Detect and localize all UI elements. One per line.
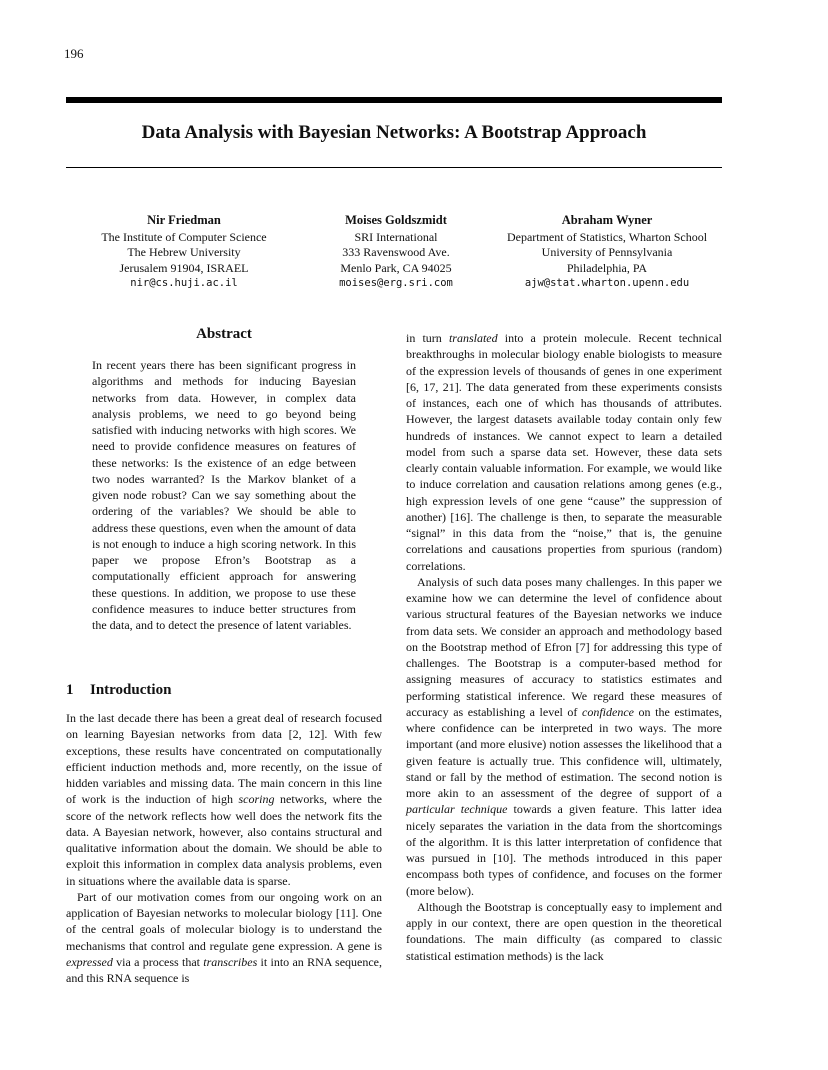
section-number: 1 (66, 682, 74, 698)
author-affiliation: The Institute of Computer Science (101, 229, 267, 244)
text-run: into a protein molecule. Recent technical breakthroughs in molecular biology enable biologists to measure of the expression levels of thousands of genes in one experiment [6, 17, 21]. The data generated from these experiments consists of instances, each one of which has thousands of attributes. However, the largest datasets available today contain only few hundreds of instances. We cannot expect to learn a detailed model from such a sparse data set. However, these data sets clearly contain valuable information. For example, we would like to induce correlation and causation relations among genes (e.g., high expression levels of one gene “cause” the suppression of another) [16]. The challenge is then, to separate the measurable “signal” in this data from the “noise,” that is, the genuine correlations and causations properties from spurious (random) correlations. (406, 331, 722, 573)
author-name: Moises Goldszmidt (345, 213, 447, 227)
section-heading (66, 682, 171, 699)
emphasis: particular technique (406, 802, 508, 817)
text-run: towards a given feature. This latter idea nicely separates the variation in the data from the shortcomings of the algorithm. It is this latter interpretation of confidence that was pursued in [10]. The methods introduced in this paper encompass both types of confidence, and focuses on the former (more below). (406, 802, 722, 898)
section-title: Introduction (90, 682, 172, 698)
author-block (86, 213, 282, 292)
author-block (314, 213, 478, 292)
author-affiliation: 333 Ravenswood Ave. (342, 245, 450, 260)
emphasis: transcribes (203, 954, 258, 969)
emphasis: confidence (582, 704, 634, 719)
right-column (406, 330, 722, 964)
abstract-heading: Abstract (196, 326, 252, 342)
author-email: nir@cs.huji.ac.il (130, 277, 238, 290)
paragraph (66, 889, 382, 987)
text-run: on the estimates, where confidence can be interpreted in two ways. The more important (and more elusive) notion assesses the likelihood that a given feature is actually true. This confidence will, ultimately, stand or fall by the method of estimation. The second notion is more akin to an assessment of the degree of support of a (406, 704, 722, 800)
top-rule (66, 97, 722, 103)
author-affiliation: SRI International (354, 229, 438, 244)
author-affiliation: Jerusalem 91904, ISRAEL (119, 260, 249, 275)
emphasis: scoring (238, 792, 275, 807)
paragraph (406, 574, 722, 899)
paragraph: Although the Bootstrap is conceptually easy to implement and apply in our context, there are open question in the theoretical foundations. The main difficulty (as compared to classic statistical estimation methods) is the lack (406, 899, 722, 963)
paragraph (406, 330, 722, 574)
text-run: networks, where the score of the network reflects how well does the network fits the data. A Bayesian network, however, also contains structural and qualitative information about the domain. We should be able to exploit this information in complex data analysis problems, even in situations where the available data is sparse. (66, 792, 382, 888)
title-rule (66, 167, 722, 168)
text-run: Analysis of such data poses many challenges. In this paper we examine how we can determine the level of confidence about various structural features of the Bayesian networks we induce from data sets. We consider an approach and methodology based on the Bootstrap method of Efron [7] for addressing this type of challenges. The Bootstrap is a computer-based method for assigning measures of accuracy to statistics estimates and performing statistical inference. We regard these measures of accuracy as establishing a level of (406, 574, 722, 719)
left-column (66, 710, 382, 986)
text-run: via a process that (112, 954, 204, 969)
author-block (496, 213, 718, 292)
page-number: 196 (64, 46, 84, 61)
text-run: in turn (406, 331, 449, 345)
author-name: Nir Friedman (147, 213, 221, 227)
author-name: Abraham Wyner (561, 213, 653, 227)
text-run: Part of our motivation comes from our ongoing work on an application of Bayesian networks to molecular biology [11]. One of the central goals of molecular biology is to understand the mechanisms that control and regulate gene expression. A gene is (66, 889, 382, 953)
author-email: ajw@stat.wharton.upenn.edu (524, 277, 690, 290)
author-affiliation: Menlo Park, CA 94025 (340, 260, 452, 275)
paper-title: Data Analysis with Bayesian Networks: A Bootstrap Approach (141, 122, 647, 143)
paragraph (66, 710, 382, 889)
emphasis: expressed (66, 954, 113, 969)
author-email: moises@erg.sri.com (339, 277, 453, 290)
emphasis: translated (448, 331, 498, 345)
text-run: it into an RNA sequence, and this RNA sequence is (66, 954, 382, 985)
author-affiliation: The Hebrew University (127, 245, 241, 260)
author-affiliation: Philadelphia, PA (566, 260, 648, 275)
abstract-text (92, 357, 356, 633)
abstract-paragraph: In recent years there has been significant progress in algorithms and methods for inducing Bayesian networks from data. However, in complex data analysis problems, we need to go beyond being satisfied with inducing networks with high scores. We need to provide confidence measures on features of these networks: Is the existence of an edge between two nodes warranted? Is the Markov blanket of a given node robust? Can we say something about the ordering of the variables? We should be able to address these questions, even when the amount of data is not enough to induce a high scoring network. In this paper we propose Efron’s Bootstrap as a computationally efficient approach for answering these questions. In addition, we propose to use these confidence measures to induce better structures from the data, and to detect the presence of latent variables. (92, 358, 356, 632)
author-affiliation: Department of Statistics, Wharton School (506, 229, 708, 244)
text-run: In the last decade there has been a great deal of research focused on learning Bayesian networks from data [2, 12]. With few exceptions, these results have concentrated on computationally efficient induction methods and, more recently, on the issue of hidden variables and missing data. The main concern in this line of work is the induction of high (66, 711, 382, 807)
author-affiliation: University of Pennsylvania (541, 245, 673, 260)
